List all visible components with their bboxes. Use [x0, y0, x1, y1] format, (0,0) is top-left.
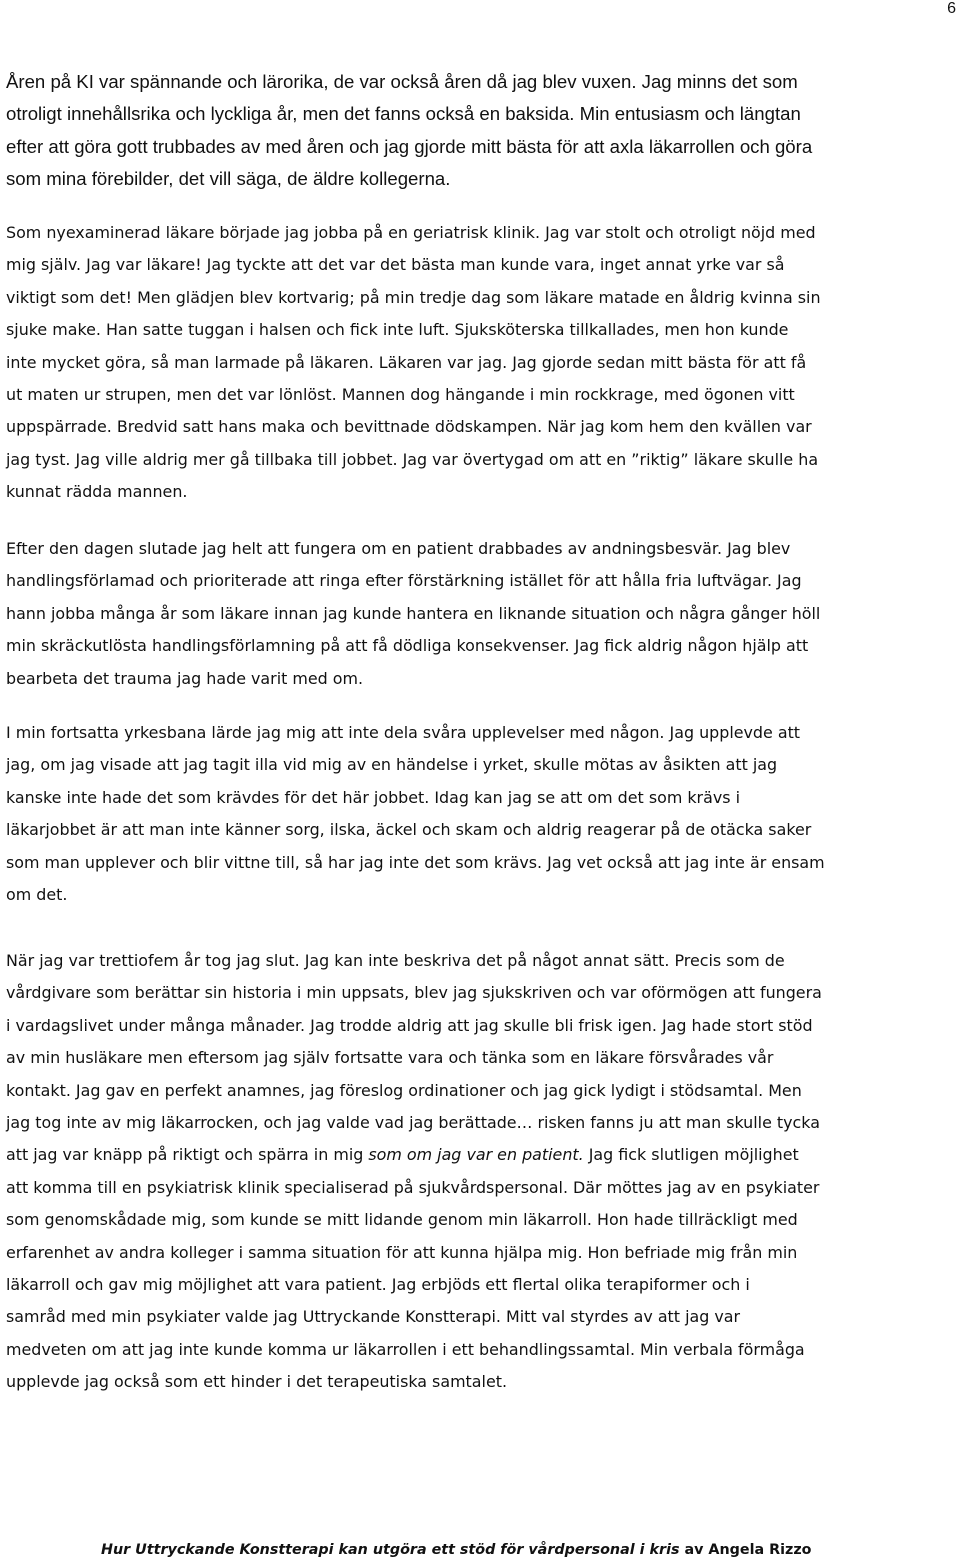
footer-author: av Angela Rizzo [679, 1542, 812, 1558]
text-line: ut maten ur strupen, men det var lönlöst. Mannen dog hängande i min rockkrage, med ögonen vitt [6, 385, 795, 405]
text-line: hann jobba många år som läkare innan jag kunde hantera en liknande situation och några gånger höll [6, 603, 821, 623]
text-line: jag, om jag visade att jag tagit illa vid mig av en händelse i yrket, skulle mötas av åsikten att jag [6, 755, 778, 775]
text-line: Efter den dagen slutade jag helt att fungera om en patient drabbades av andningsbesvär. Jag blev [6, 539, 791, 558]
text-line: Som nyexaminerad läkare började jag jobba på en geriatrisk klinik. Jag var stolt och otroligt nöjd med [6, 223, 816, 242]
text-line: bearbeta det trauma jag hade varit med om. [6, 668, 364, 688]
page-number: 6 [947, 0, 956, 17]
text-line: kontakt. Jag gav en perfekt anamnes, jag föreslog ordinationer och jag gick lydigt i stödsamtal. Men [6, 1080, 802, 1100]
text-line: kanske inte hade det som krävdes för det här jobbet. Idag kan jag se att om det som krävs i [6, 787, 740, 807]
text-line: inte mycket göra, så man larmade på läkaren. Läkaren var jag. Jag gjorde sedan mitt bästa för att få [6, 352, 807, 372]
text-line: om det. [6, 885, 68, 905]
text-line: kunnat rädda mannen. [6, 482, 188, 502]
text-line: min skräckutlösta handlingsförlamning på att få dödliga konsekvenser. Jag fick aldrig någon hjälp att [6, 636, 809, 656]
text-line: I min fortsatta yrkesbana lärde jag mig att inte dela svåra upplevelser med någon. Jag upplevde att [6, 723, 801, 742]
paragraph-2 [6, 217, 960, 509]
footer-title: Hur Uttryckande Konstterapi kan utgöra ett stöd för vårdpersonal i kris [101, 1542, 680, 1558]
text-line: läkarjobbet är att man inte känner sorg, ilska, äckel och skam och aldrig reagerar på de otäcka saker [6, 820, 812, 840]
text-line: samråd med min psykiater valde jag Uttryckande Konstterapi. Mitt val styrdes av att jag var [6, 1307, 741, 1327]
text-line: mig själv. Jag var läkare! Jag tyckte att det var det bästa man kunde vara, inget annat yrke var så [6, 255, 785, 275]
text-line: upplevde jag också som ett hinder i det terapeutiska samtalet. [6, 1372, 507, 1392]
text-line: som mina förebilder, det vill säga, de äldre kollegerna. [6, 168, 451, 190]
text-run: att jag var knäpp på riktigt och spärra in mig [6, 1145, 369, 1165]
text-line: läkarroll och gav mig möjlighet att vara patient. Jag erbjöds ett flertal olika terapiformer och i [6, 1275, 750, 1295]
text-line: som man upplever och blir vittne till, så har jag inte det som krävs. Jag vet också att jag inte är ensam [6, 852, 825, 872]
text-line: medveten om att jag inte kunde komma ur läkarrollen i ett behandlingssamtal. Min verbala förmåga [6, 1339, 805, 1359]
italic-phrase: som om jag var en patient. [368, 1145, 584, 1165]
text-run: Jag fick slutligen möjlighet [583, 1145, 799, 1165]
text-line: sjuke make. Han satte tuggan i halsen och fick inte luft. Sjuksköterska tillkallades, men hon kunde [6, 320, 789, 340]
text-line: att komma till en psykiatrisk klinik specialiserad på sjukvårdspersonal. Där möttes jag av en psykiater [6, 1177, 820, 1197]
text-line: i vardagslivet under många månader. Jag trodde aldrig att jag skulle bli frisk igen. Jag hade stort stöd [6, 1015, 813, 1035]
text-line: efter att göra gott trubbades av med åren och jag gjorde mitt bästa för att axla läkarrollen och göra [6, 135, 813, 157]
text-line: När jag var trettiofem år tog jag slut. Jag kan inte beskriva det på något annat sätt. Precis som de [6, 951, 785, 970]
text-line: som genomskådade mig, som kunde se mitt lidande genom min läkarroll. Hon hade tillräckligt med [6, 1210, 798, 1230]
page-footer [101, 1540, 811, 1560]
text-line: erfarenhet av andra kolleger i samma situation för att kunna hjälpa mig. Hon befriade mig från min [6, 1242, 798, 1262]
text-line-with-italic [6, 1139, 960, 1171]
paragraph-1 [6, 66, 960, 196]
text-line: jag tog inte av mig läkarrocken, och jag valde vad jag berättade… risken fanns ju att man skulle tycka [6, 1113, 820, 1133]
paragraph-3 [6, 533, 960, 695]
text-line: otroligt innehållsrika och lyckliga år, men det fanns också en baksida. Min entusiasm och längtan [6, 103, 801, 125]
text-line: jag tyst. Jag ville aldrig mer gå tillbaka till jobbet. Jag var övertygad om att en ”riktig” läkare skulle ha [6, 449, 819, 469]
text-line: viktigt som det! Men glädjen blev kortvarig; på min tredje dag som läkare matade en åldrig kvinna sin [6, 287, 821, 307]
text-line: uppspärrade. Bredvid satt hans maka och bevittnade dödskampen. När jag kom hem den kvällen var [6, 417, 812, 437]
text-line: av min husläkare men eftersom jag själv fortsatte vara och tänka som en läkare försvårades vår [6, 1048, 774, 1068]
text-line: handlingsförlamad och prioriterade att ringa efter förstärkning istället för att hålla fria luftvägar. Jag [6, 571, 802, 591]
paragraph-5 [6, 945, 960, 1399]
text-line: vårdgivare som berättar sin historia i min uppsats, blev jag sjukskriven och var oförmögen att fungera [6, 983, 822, 1003]
text-line: Åren på KI var spännande och lärorika, de var också åren då jag blev vuxen. Jag minns det som [6, 71, 798, 92]
paragraph-4 [6, 717, 960, 911]
